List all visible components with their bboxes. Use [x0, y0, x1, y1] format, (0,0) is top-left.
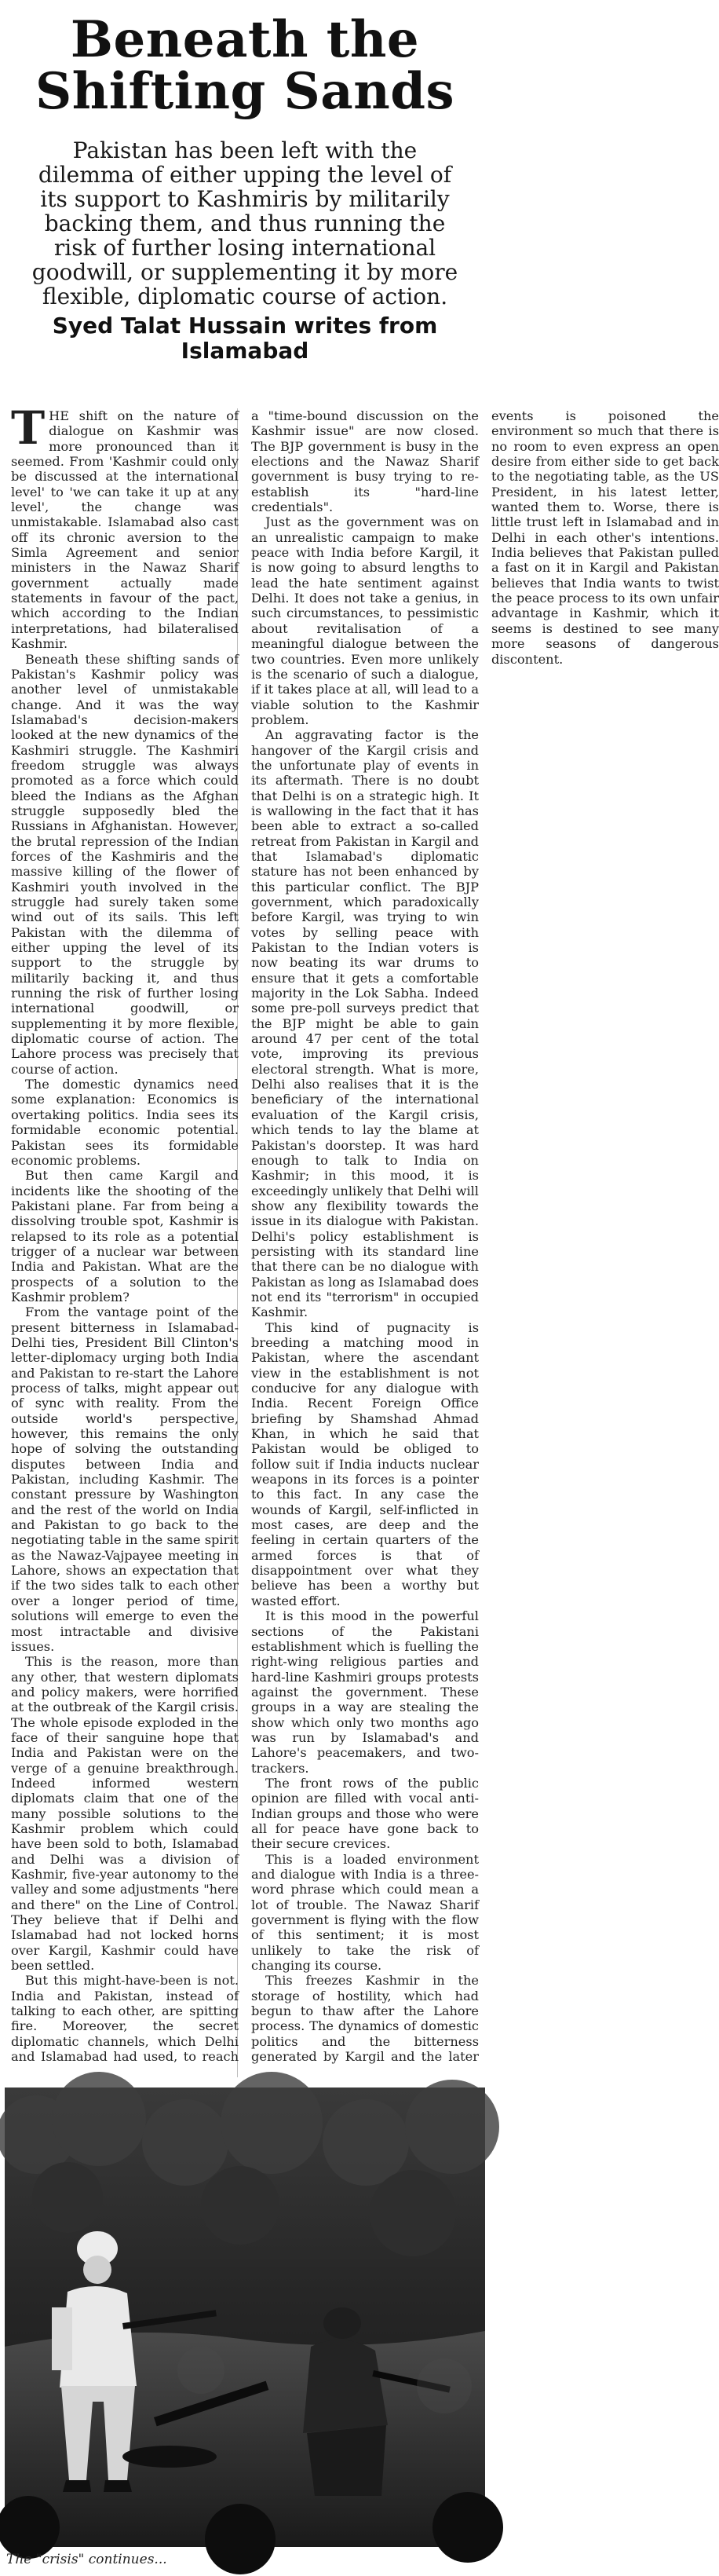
paragraph: Just as the government was on an unrealistic campaign to make peace with India before Kargil, it is now going to absurd lengths to lead the hate sentiment against Delhi. It does not take a genius, in such circumstances, to pessimistic about revitalisation of a meaningful dialogue between the two countries. Even more unlikely is the scenario of such a dialogue, if it takes place at all, will lead to a viable solution to the Kashmir problem. — [251, 514, 479, 727]
paragraph: The front rows of the public opinion are filled with vocal anti-Indian groups and those who were all for peace have gone back to their secure crevices. — [251, 1775, 479, 1852]
paragraph: But then came Kargil and incidents like the shooting of the Pakistani plane. Far from being a dissolving trouble spot, Kashmir is relapsed to its role as a potential trigger of a nuclear war between India and Pakistan. What are the prospects of a solution to the Kashmir problem? — [11, 1168, 239, 1304]
paragraph: This is a loaded environment and dialogue with India is a three-word phrase which could mean a lot of trouble. The Nawaz Sharif government is flying with the flow of this sentiment; it is most unlikely to take the risk of changing its course. — [251, 1851, 479, 1974]
paragraph: From the vantage point of the present bitterness in Islamabad-Delhi ties, President Bill Clinton's letter-diplomacy urging both India and Pakistan to re-start the Lahore process of talks, might appear out of sync with reality. From the outside world's perspective, however, this remains the only hope of solving the outstanding disputes between India and Pakistan, including Kashmir. The constant pressure by Washington and the rest of the world on India and Pakistan to go back to the negotiating table in the same spirit as the Nawaz-Vajpayee meeting in Lahore, shows an expectation that if the two sides talk to each other over a longer period of time, solutions will emerge to even the most intractable and divisive issues. — [11, 1304, 239, 1654]
paragraph: Beneath these shifting sands of Pakistan's Kashmir policy was another level of unmistakable change. And it was the way Islamabad's decision-makers looked at the new dynamics of the Kashmiri struggle. The Kashmiri freedom struggle was always promoted as a force which could bleed the Indians as the Afghan struggle supposedly bled the Russians in Afghanistan. However, the brutal repression of the Indian forces of the Kashmiris and the massive killing of the flower of Kashmiri youth involved in the struggle had surely taken some wind out of its sails. This left Pakistan with the dilemma of either upping the level of its support to the struggle by militarily backing it, and thus running the risk of further losing international goodwill, or supplementing it by more flexible, diplomatic course of action. The Lahore process was precisely that course of action. — [11, 651, 239, 1077]
article-body — [11, 401, 719, 2077]
drop-cap: T — [11, 401, 46, 455]
news-photo — [5, 2088, 485, 2547]
headline: Beneath the Shifting Sands — [35, 10, 455, 121]
paragraph: An aggravating factor is the hangover of the Kargil crisis and the unfortunate play of events in its aftermath. There is no doubt that Delhi is on a strategic high. It is wallowing in the fact that it has been able to extract a so-called retreat from Pakistan in Kargil and that Islamabad's diplomatic stature has not been enhanced by this particular conflict. The BJP government, which paradoxically before Kargil, was trying to win votes by selling peace with Pakistan to the Indian voters is now beating its war drums to ensure that it gets a comfortable majority in the Lok Sabha. Indeed some pre-poll surveys predict that the BJP might be able to gain around 47 per cent of the total vote, improving its previous electoral strength. What is more, Delhi also realises that it is the beneficiary of the international evaluation of the Kargil crisis, which tends to lay the blame at Pakistan's doorstep. It was hard enough to talk to India on Kashmir; in this mood, it is exceedingly unlikely that Delhi will show any flexibility towards the issue in its dialogue with Pakistan. Delhi's policy establishment is persisting with its standard line that there can be no dialogue with Pakistan as long as Islamabad does not end its "terrorism" in occupied Kashmir. — [251, 727, 479, 1320]
paragraph: But this might-have-been is not. India and Pakistan, instead of talking to each other, are spitting fire. Moreover, the secret diplomatic channels, which Delhi and Islamabad had used, to reach a "time-bound discussion on the Kashmir issue" are now closed. The BJP government is busy in the elections and the Nawaz Sharif government is busy trying to re-establish its "hard-line credentials". — [11, 408, 479, 2065]
paragraph: This freezes Kashmir in the storage of hostility, which had begun to thaw after the Lahore process. The dynamics of domestic politics and the bitterness generated by Kargil and the later events is poisoned the environment so much that there is no room to even express an open desire from either side to get back to the negotiating table, as the US President, in his latest letter, wanted them to. Worse, there is little trust left in Islamabad and in Delhi in each other's intentions. India believes that Pakistan pulled a fast on it in Kargil and Pakistan believes that India wants to twist the peace process to its own unfair advantage in Kashmir, which it seems is destined to see many more seasons of dangerous discontent. — [251, 408, 719, 2065]
byline: Syed Talat Hussain writes from Islamabad — [52, 313, 438, 364]
paragraph: It is this mood in the powerful sections of the Pakistani establishment which is fuelling the right-wing religious parties and hard-line Kashmiri groups protests against the government. These groups in a way are stealing the show which only two months ago was run by Islamabad's and Lahore's peacemakers, and two-trackers. — [251, 1608, 479, 1776]
photo-caption: The "crisis" continues... — [6, 2552, 167, 2567]
paragraph — [11, 401, 239, 652]
paragraph: The domestic dynamics need some explanation: Economics is overtaking politics. India sees its formidable economic potential. Pakistan sees its formidable economic problems. — [11, 1077, 239, 1168]
paragraph: This kind of pugnacity is breeding a matching mood in Pakistan, where the ascendant view in the establishment is not conducive for any dialogue with India. Recent Foreign Office briefing by Shamshad Ahmad Khan, in which he said that Pakistan would be obliged to follow suit if India inducts nuclear weapons in its forces is a pointer to this fact. In any case the wounds of Kargil, self-inflicted in most cases, are deep and the feeling in certain quarters of the armed forces is that of disappointment over what they believe has been a worthy but wasted effort. — [251, 1319, 479, 1608]
standfirst: Pakistan has been left with the dilemma of either upping the level of its support to Kashmiris by militarily backing them, and thus running the risk of further losing international goodwill, or supplementing it by more flexible, diplomatic course of action. — [31, 137, 458, 309]
paragraph-text: HE shift on the nature of dialogue on Kashmir was more pronounced than it seemed. From 'Kashmir could only be discussed at the international level' to 'we can take it up at any level', the change was unmistakable. Islamabad also cast off its chronic aversion to the Simla Agreement and senior ministers in the Nawaz Sharif government actually made statements in favour of the pact, which according to the Indian interpretations, had bilateralised Kashmir. — [11, 408, 239, 652]
photo-illustration — [5, 2088, 485, 2547]
paragraph: This is the reason, more than any other, that western diplomats and policy makers, were horrified at the outbreak of the Kargil crisis. The whole episode exploded in the face of their sanguine hope that India and Pakistan were on the verge of a genuine breakthrough. Indeed informed western diplomats claim that one of the many possible solutions to the Kashmir problem which could have been sold to both, Islamabad and Delhi was a division of Kashmir, five-year autonomy to the valley and some adjustments "here and there" on the Line of Control. They believe that if Delhi and Islamabad had not locked horns over Kargil, Kashmir could have been settled. — [11, 1654, 239, 1974]
